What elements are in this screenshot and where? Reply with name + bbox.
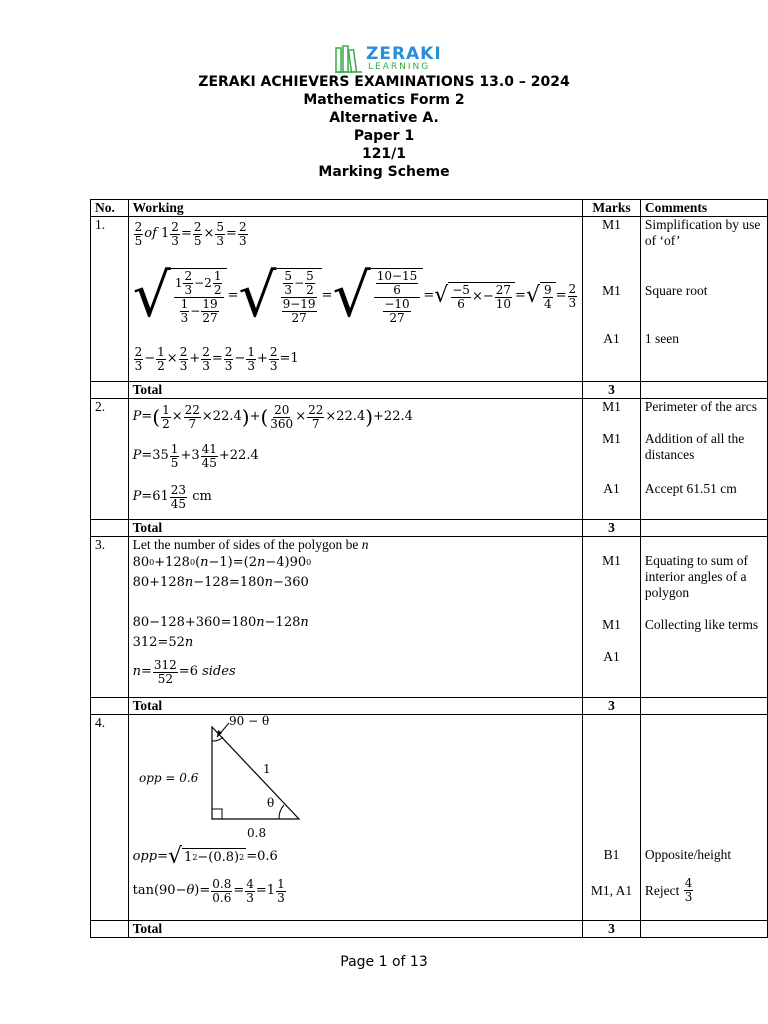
question-row-1 xyxy=(91,217,768,382)
total-label: Total xyxy=(128,921,583,938)
question-row-3 xyxy=(91,537,768,698)
comment: Simplification by use of ‘of’ xyxy=(644,217,761,248)
question-comments: Opposite/height Reject $\frac{4}{3}$ xyxy=(640,715,767,921)
table-header-row xyxy=(91,200,768,217)
exam-header xyxy=(0,73,768,181)
mark: B1 xyxy=(603,847,620,862)
page-number: Page 1 of 13 xyxy=(340,954,428,970)
question-marks xyxy=(583,217,641,382)
total-marks: 3 xyxy=(583,698,641,715)
col-comments: Comments xyxy=(640,200,767,217)
question-marks xyxy=(583,399,641,520)
exam-paper: Paper 1 xyxy=(353,128,415,144)
fig-opp: opp = 0.6 xyxy=(138,771,198,785)
total-row-2 xyxy=(91,520,768,537)
exam-doc-type: Marking Scheme xyxy=(318,164,450,180)
question-working: 90 − θ 1 θ 0.8 opp = 0.6 opp = √ 1 2 −(0.8) 2 =0.6 tan(90− θ )= $\frac{0.8}{0.6}$ = $\frac{4}{3}$ =1 $\frac{1}{3}$ xyxy=(128,715,583,921)
total-label: Total xyxy=(128,382,583,399)
fig-theta: θ xyxy=(266,796,274,810)
question-comments xyxy=(640,217,767,382)
mark: A1 xyxy=(603,481,620,496)
total-label: Total xyxy=(128,520,583,537)
exam-alternative: Alternative A. xyxy=(329,110,439,126)
question-working: Let the number of sides of the polygon be n 80 0 +128 0 ( n −1)=(2 n −4)90 0 80+128 n −128=180 n −360 80−128+360=180 n −128 n 312=52 n n = $\frac{312}{52}$ =6 sides xyxy=(128,537,583,698)
question-row-4 xyxy=(91,715,768,921)
total-marks: 3 xyxy=(583,382,641,399)
question-comments xyxy=(640,399,767,520)
comment: Addition of all the distances xyxy=(644,431,745,462)
mark: M1 xyxy=(602,431,621,446)
col-no: No. xyxy=(91,200,129,217)
total-row-4 xyxy=(91,921,768,938)
total-row-3 xyxy=(91,698,768,715)
comment: Opposite/height xyxy=(644,847,732,862)
mark: M1 xyxy=(602,283,621,298)
total-marks: 3 xyxy=(583,921,641,938)
exam-code: 121/1 xyxy=(361,146,407,162)
mark: M1 xyxy=(602,399,621,414)
total-row-1 xyxy=(91,382,768,399)
mark: A1 xyxy=(603,331,620,346)
books-icon xyxy=(334,44,364,74)
col-working: Working xyxy=(128,200,583,217)
comment: Equating to sum of interior angles of a polygon xyxy=(644,553,749,600)
logo-subtitle: LEARNING xyxy=(368,62,431,72)
total-label: Total xyxy=(128,698,583,715)
comment: Accept 61.51 cm xyxy=(644,481,737,496)
question-row-2 xyxy=(91,399,768,520)
zeraki-logo xyxy=(334,44,442,74)
mark: M1 xyxy=(602,617,621,632)
col-marks: Marks xyxy=(583,200,641,217)
mark: A1 xyxy=(603,649,620,664)
question-number: 1. xyxy=(91,217,129,382)
question-working: $\frac{2}{5}$ of 1 $\frac{2}{3}$ = $\frac{2}{5}$ × $\frac{5}{3}$ = $\frac{2}{3}$ √ 1 $\frac{2}{3}$ −2 $\frac{1}{2}$ $\frac{1}{3}$ − $\frac{19}{27}$ = √ $\frac{5}{3}$ − $\frac{5}{2}$ $\frac{9-19}{27}$ = √ $\frac{\frac{10-15}{6}}{\frac{-10}{27}}$ = √ $\frac{-5}{6}$ ×− $\frac{27}{10}$ = √ $\frac{9}{4}$ = $\frac{2}{3}$ $\frac{2}{3}$ − $\frac{1}{2}$ × $\frac{2}{3}$ + $\frac{2}{3}$ = $\frac{2}{3}$ − $\frac{1}{3}$ + $\frac{2}{3}$ =1 xyxy=(128,217,583,382)
marking-scheme-table xyxy=(90,199,768,938)
mark: M1 xyxy=(602,553,621,568)
question-number: 4. xyxy=(91,715,129,921)
question-number: 3. xyxy=(91,537,129,698)
question-number: 2. xyxy=(91,399,129,520)
comment: Collecting like terms xyxy=(644,617,759,632)
question-marks xyxy=(583,537,641,698)
mark: M1, A1 xyxy=(590,883,633,898)
comment: Square root xyxy=(644,283,708,298)
question-comments xyxy=(640,537,767,698)
fig-base: 0.8 xyxy=(246,826,266,840)
q3-intro: Let the number of sides of the polygon be xyxy=(132,537,359,552)
total-marks: 3 xyxy=(583,520,641,537)
question-marks xyxy=(583,715,641,921)
comment: 1 seen xyxy=(644,331,680,346)
logo-brand: ZERAKI xyxy=(366,44,442,64)
triangle-diagram xyxy=(133,715,308,843)
exam-title: ZERAKI ACHIEVERS EXAMINATIONS 13.0 – 2024 xyxy=(198,74,570,90)
fig-top-angle: 90 − θ xyxy=(228,715,269,728)
fig-hypotenuse: 1 xyxy=(262,762,271,776)
question-working: P = ( $\frac{1}{2}$ × $\frac{22}{7}$ ×22.4 ) + ( $\frac{20}{360}$ × $\frac{22}{7}$ ×22.4 ) +22.4 P =35 $\frac{1}{5}$ +3 $\frac{41}{45}$ +22.4 P =61 $\frac{23}{45}$ cm xyxy=(128,399,583,520)
exam-subject: Mathematics Form 2 xyxy=(303,92,465,108)
comment: Reject xyxy=(644,882,680,898)
mark: M1 xyxy=(602,217,621,232)
comment: Perimeter of the arcs xyxy=(644,399,757,414)
